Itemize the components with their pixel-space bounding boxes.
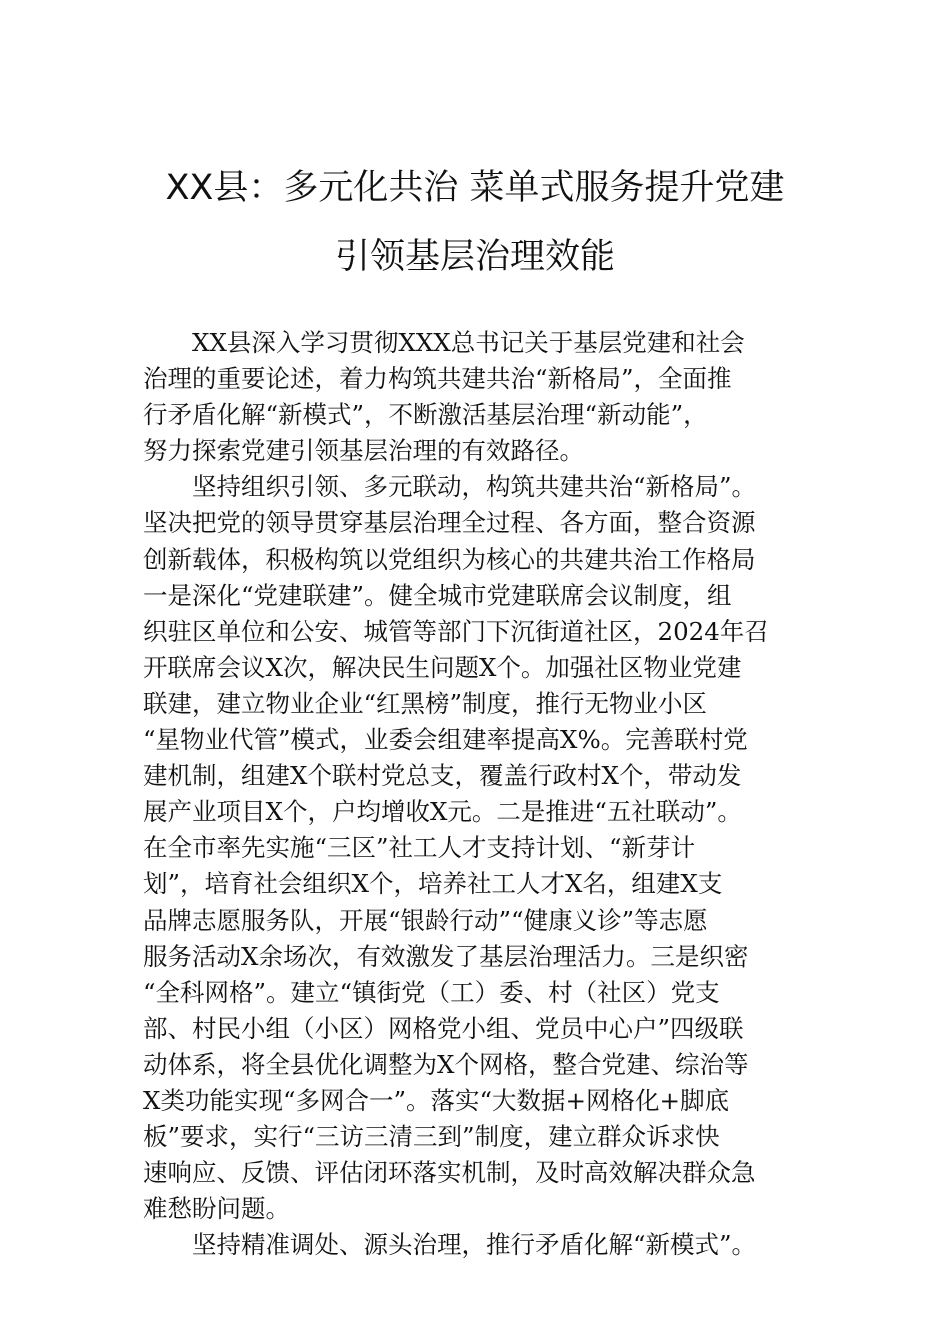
paragraph-2-line-3: 创新载体，积极构筑以党组织为核心的共建共治工作格局	[143, 544, 756, 574]
paragraph-1-line-4: 努力探索党建引领基层治理的有效路径。	[143, 436, 584, 466]
paragraph-1-line-1: XX县深入学习贯彻XXX总书记关于基层党建和社会	[192, 328, 745, 357]
paragraph-2-line-6: 开联席会议X次，解决民生问题X个。加强社区物业党建	[143, 652, 742, 682]
paragraph-2-line-20: 速响应、反馈、评估闭环落实机制，及时高效解决群众急	[143, 1158, 756, 1188]
paragraph-2-line-5: 织驻区单位和公安、城管等部门下沉街道社区，2024年召	[143, 616, 769, 646]
document-title-line-2: 引领基层治理效能	[334, 237, 615, 277]
paragraph-1-line-2: 治理的重要论述，着力构筑共建共治“新格局”，全面推	[143, 364, 732, 394]
paragraph-1-line-3: 行矛盾化解“新模式”，不断激活基层治理“新动能”，	[143, 400, 708, 430]
document-title-line-1: XX县：多元化共治 菜单式服务提升党建	[165, 168, 785, 208]
paragraph-2-line-7: 联建，建立物业企业“红黑榜”制度，推行无物业小区	[143, 688, 708, 718]
paragraph-2-line-4: 一是深化“党建联建”。健全城市党建联席会议制度，组	[143, 580, 732, 610]
paragraph-2-line-21: 难愁盼问题。	[143, 1194, 290, 1224]
paragraph-2-line-2: 坚决把党的领导贯穿基层治理全过程、各方面，整合资源	[143, 508, 756, 538]
paragraph-3-line-1: 坚持精准调处、源头治理，推行矛盾化解“新模式”。	[192, 1230, 757, 1260]
paragraph-2-line-11: 在全市率先实施“三区”社工人才支持计划、“新芽计	[143, 833, 696, 863]
paragraph-2-line-16: 部、村民小组（小区）网格党小组、党员中心户”四级联	[143, 1013, 744, 1043]
paragraph-2-line-9: 建机制，组建X个联村党总支，覆盖行政村X个，带动发	[143, 761, 742, 791]
paragraph-2-line-14: 服务活动X余场次，有效激发了基层治理活力。三是织密	[143, 941, 749, 971]
paragraph-2-line-18: X类功能实现“多网合一”。落实“大数据+网格化+脚底	[143, 1085, 730, 1115]
paragraph-2-line-17: 动体系，将全县优化调整为X个网格，整合党建、综治等	[143, 1049, 749, 1079]
paragraph-2-line-1: 坚持组织引领、多元联动，构筑共建共治“新格局”。	[192, 472, 757, 502]
paragraph-2-line-13: 品牌志愿服务队，开展“银龄行动”“健康义诊”等志愿	[143, 905, 708, 935]
paragraph-2-line-10: 展产业项目X个，户均增收X元。二是推进“五社联动”。	[143, 797, 742, 827]
paragraph-2-line-15: “全科网格”。建立“镇街党（工）委、村（社区）党支	[143, 977, 720, 1007]
paragraph-2-line-19: 板”要求，实行“三访三清三到”制度，建立群众诉求快	[143, 1122, 720, 1152]
paragraph-2-line-12: 划”，培育社会组织X个，培养社工人才X名，组建X支	[143, 869, 723, 899]
document-body	[143, 325, 818, 1263]
paragraph-2-line-8: “星物业代管”模式，业委会组建率提高X%。完善联村党	[143, 725, 748, 755]
